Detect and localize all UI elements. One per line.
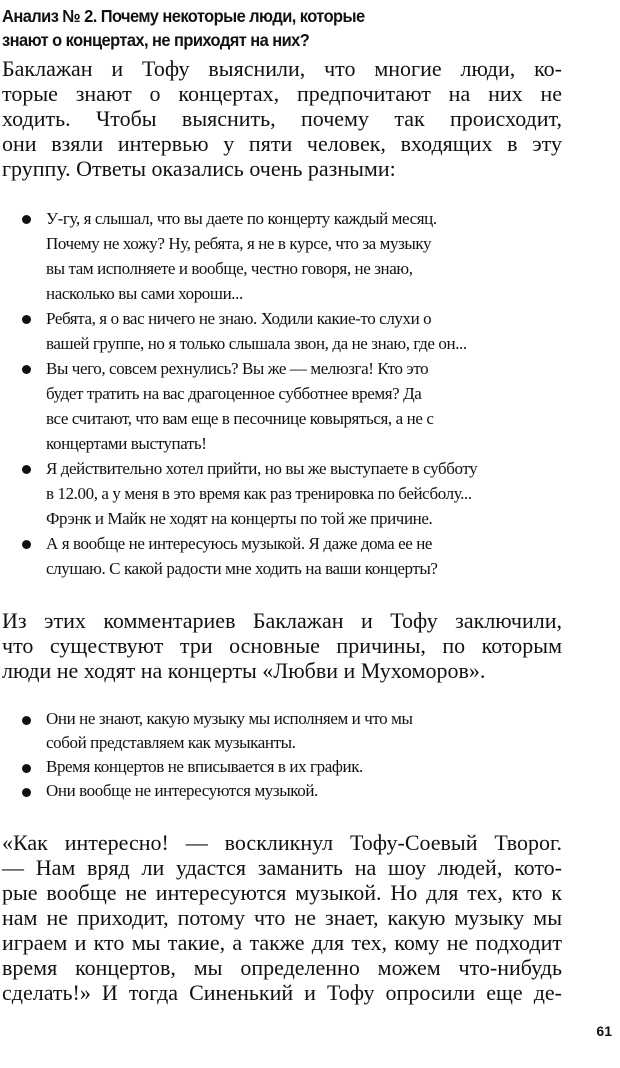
quote-line: все считают, что вам еще в песочнице ковыряться, а не с <box>46 409 434 428</box>
reason-item <box>22 707 562 755</box>
reason-line: Они вообще не интересуются музыкой. <box>46 781 318 800</box>
quote-item <box>22 206 562 306</box>
intro-line: они взяли интервью у пяти человек, входящих в эту <box>2 131 562 156</box>
reason-item <box>22 779 562 803</box>
intro-line: группу. Ответы оказались очень разными: <box>2 156 396 181</box>
closing-line: время концертов, мы определенно можем что-нибудь <box>2 955 562 980</box>
intro-line: торые знают о концертах, предпочитают на них не <box>2 81 562 106</box>
heading-line-2: знают о концертах, не приходят на них? <box>2 30 310 50</box>
quote-line: Я действительно хотел прийти, но вы же выступаете в субботу <box>46 459 478 478</box>
quote-line: Фрэнк и Майк не ходят на концерты по той же причине. <box>46 509 433 528</box>
quote-item <box>22 356 562 456</box>
intro-line: Баклажан и Тофу выяснили, что многие люди, ко- <box>2 56 562 81</box>
quote-line: в 12.00, а у меня в это время как раз тренировка по бейсболу... <box>46 484 472 503</box>
quote-line: насколько вы сами хороши... <box>46 284 243 303</box>
closing-line: рые вообще не интересуются музыкой. Но для тех, кто к <box>2 880 562 905</box>
page-number: 61 <box>596 1023 612 1039</box>
reason-line: Время концертов не вписывается в их график. <box>46 757 363 776</box>
quote-line: У-гу, я слышал, что вы даете по концерту каждый месяц. <box>46 209 437 228</box>
reasons-list <box>22 707 562 803</box>
interview-quotes-list <box>22 206 562 581</box>
quote-line: А я вообще не интересуюсь музыкой. Я даже дома ее не <box>46 534 433 553</box>
quote-line: Почему не хожу? Ну, ребята, я не в курсе, что за музыку <box>46 234 432 253</box>
section-heading <box>2 4 566 52</box>
quote-line: вашей группе, но я только слышала звон, да не знаю, где он... <box>46 334 467 353</box>
heading-line-1: Анализ № 2. Почему некоторые люди, которые <box>2 6 365 26</box>
closing-line: играем и кто мы такие, а также для тех, кому не подходит <box>2 930 562 955</box>
closing-line: — Нам вряд ли удастся заманить на шоу людей, кото- <box>2 855 562 880</box>
quote-line: будет тратить на вас драгоценное субботнее время? Да <box>46 384 422 403</box>
intro-line: ходить. Чтобы выяснить, почему так происходит, <box>2 106 562 131</box>
conclusion-line: люди не ходят на концерты «Любви и Мухоморов». <box>2 658 486 683</box>
reason-line: собой представляем как музыканты. <box>46 733 296 752</box>
intro-paragraph <box>2 56 562 181</box>
conclusion-line: Из этих комментариев Баклажан и Тофу заключили, <box>2 608 562 633</box>
quote-item <box>22 456 562 531</box>
reason-item <box>22 755 562 779</box>
quote-line: вы там исполняете и вообще, честно говоря, не знаю, <box>46 259 413 278</box>
closing-line: «Как интересно! — воскликнул Тофу-Соевый Творог. <box>2 830 562 855</box>
closing-line: сделать!» И тогда Синенький и Тофу опросили еще де- <box>2 980 562 1005</box>
closing-line: нам не приходит, потому что не знает, какую музыку мы <box>2 905 562 930</box>
conclusion-line: что существуют три основные причины, по которым <box>2 633 562 658</box>
quote-line: Вы чего, совсем рехнулись? Вы же — мелюзга! Кто это <box>46 359 429 378</box>
conclusion-paragraph <box>2 608 562 683</box>
closing-paragraph <box>2 830 562 1005</box>
reason-line: Они не знают, какую музыку мы исполняем и что мы <box>46 709 413 728</box>
quote-item <box>22 306 562 356</box>
quote-line: слушаю. С какой радости мне ходить на ваши концерты? <box>46 559 438 578</box>
quote-line: Ребята, я о вас ничего не знаю. Ходили какие-то слухи о <box>46 309 432 328</box>
quote-line: концертами выступать! <box>46 434 207 453</box>
quote-item <box>22 531 562 581</box>
